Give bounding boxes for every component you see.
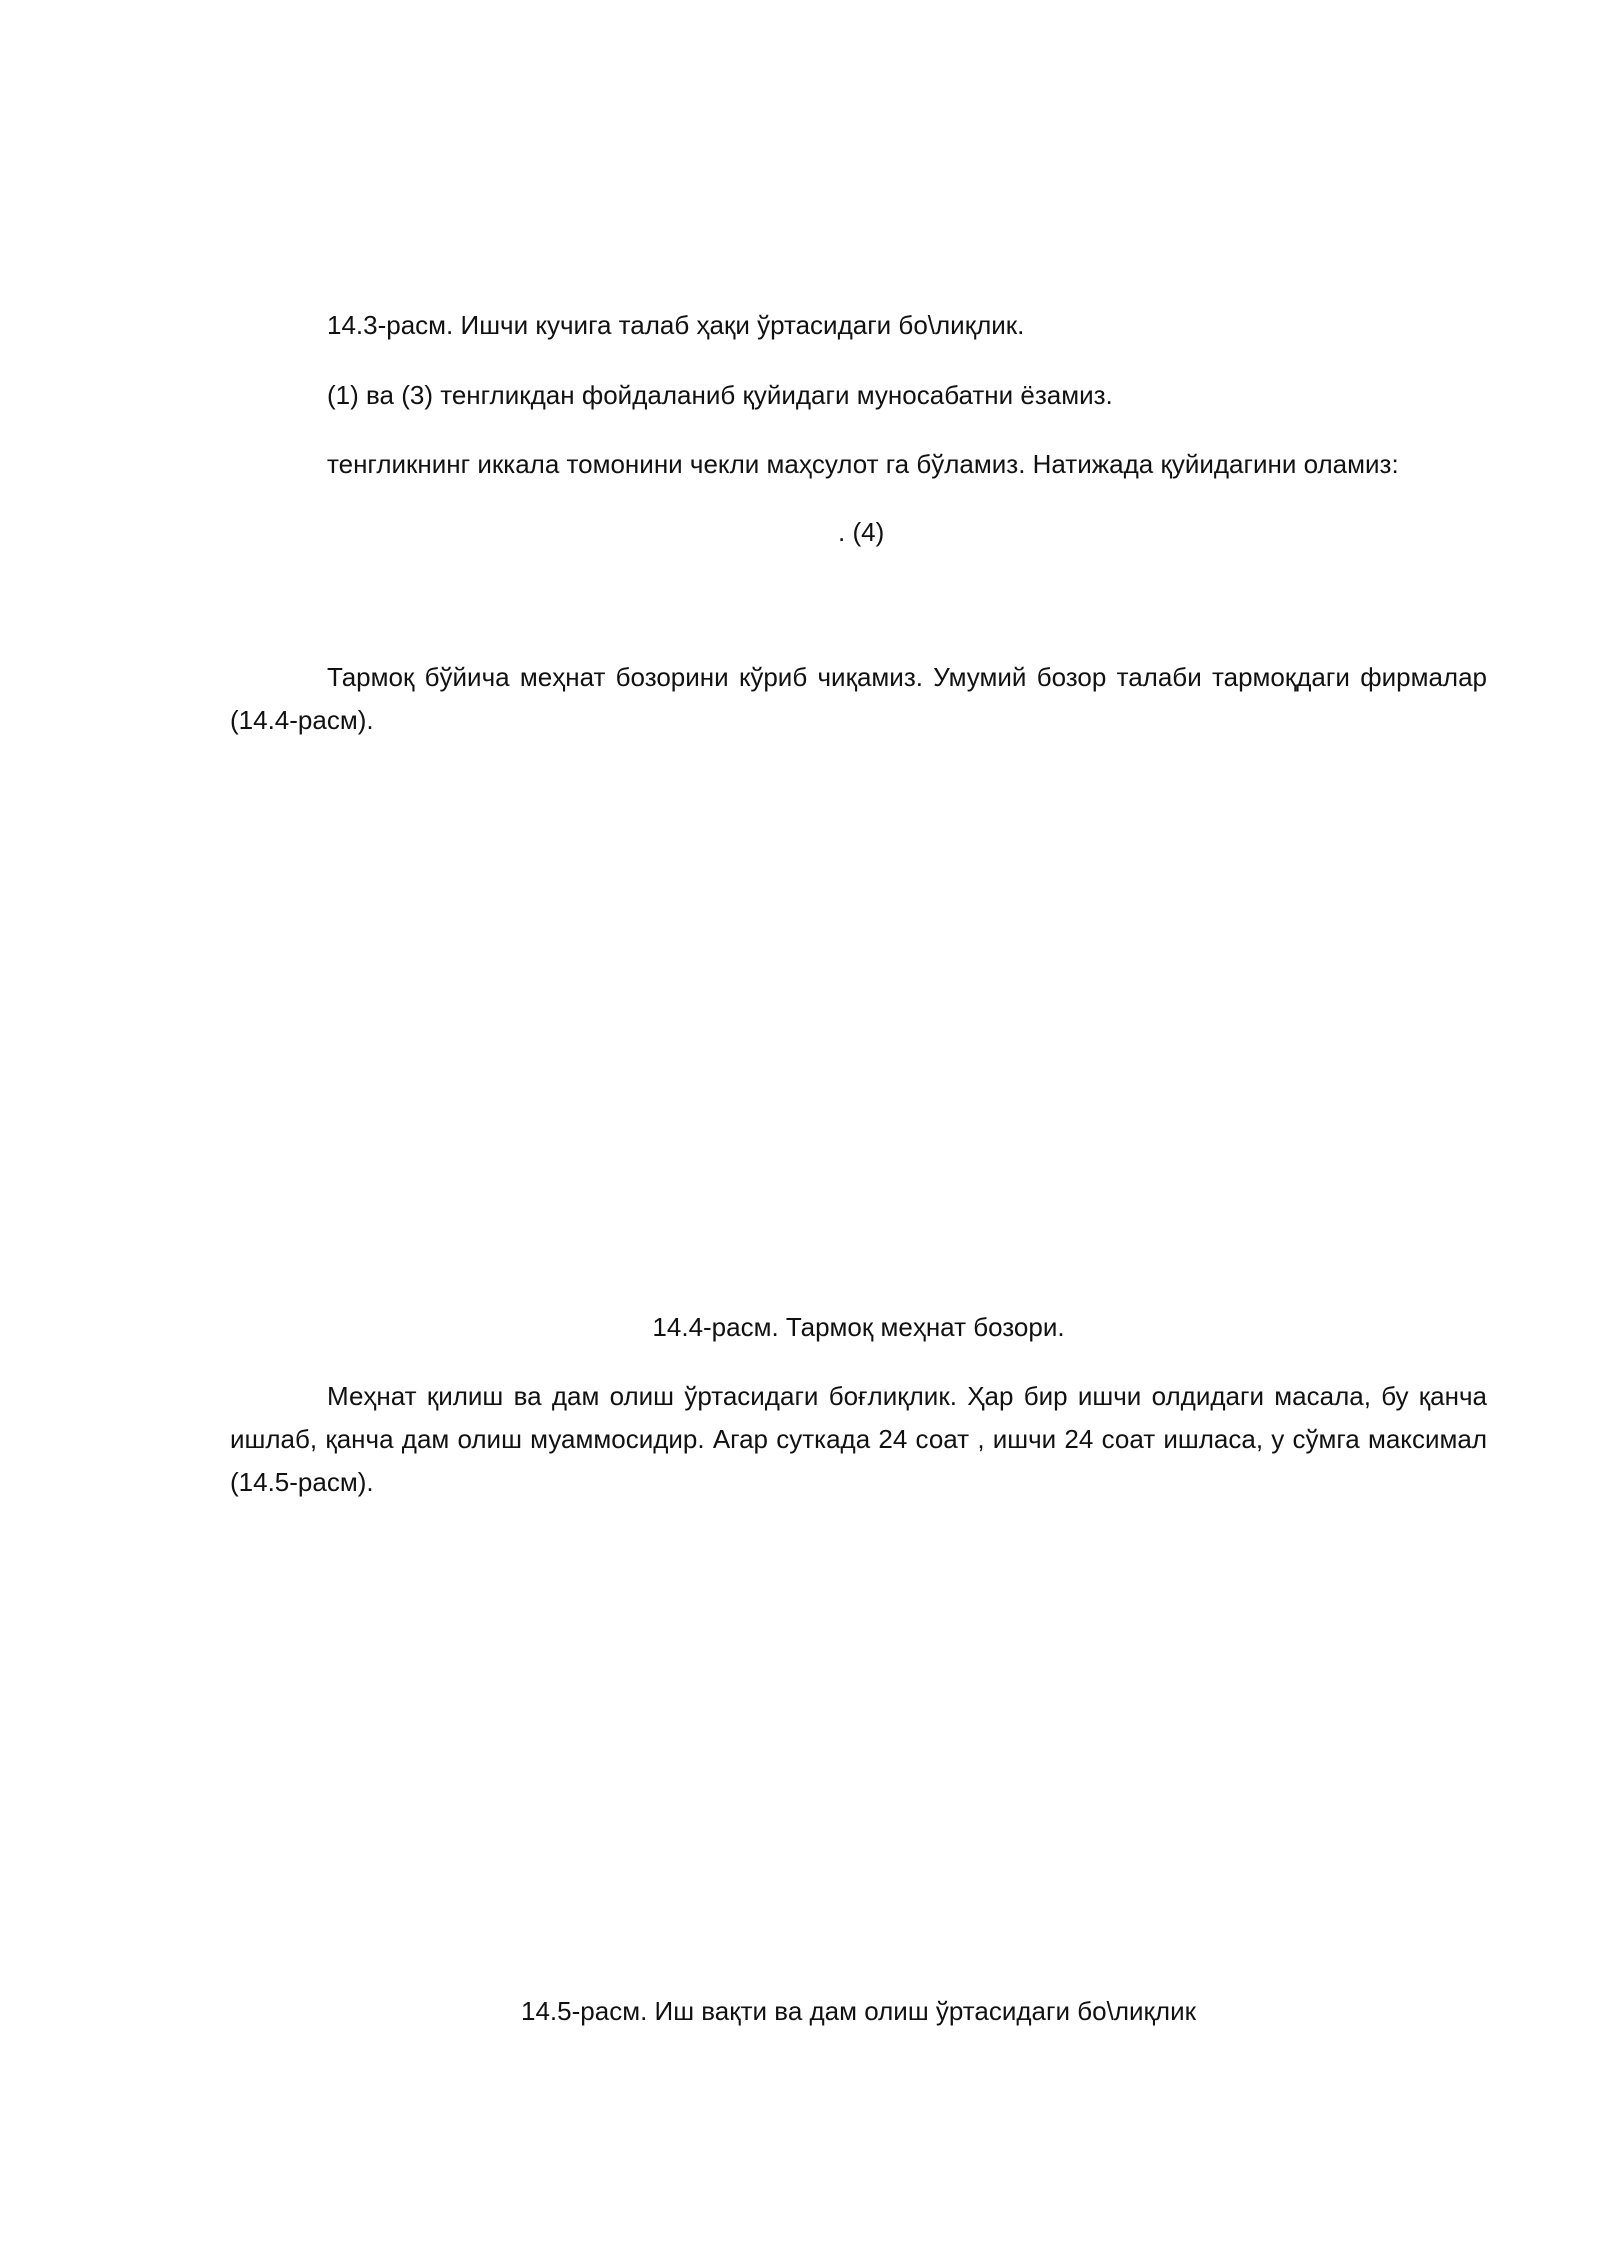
paragraph-labor-market: Тармоқ бўйича меҳнат бозорини кўриб чиқамиз. Умумий бозор талаби тармоқдаги фирмалар (14.4-расм). <box>230 662 1487 735</box>
equation-number-4: . (4) <box>838 517 885 547</box>
text-line-equations: (1) ва (3) тенгликдан фойдаланиб қуйидаги муносабатни ёзамиз. <box>327 380 1113 410</box>
figure-caption-14-4: 14.4-расм. Тармоқ меҳнат бозори. <box>652 1312 1065 1342</box>
figure-caption-14-3: 14.3-расм. Ишчи кучига талаб ҳақи ўртасидаги бо\лиқлик. <box>327 310 1025 340</box>
text-line-divide: тенгликнинг иккала томонини чекли маҳсулот га бўламиз. Натижада қуйидагини оламиз: <box>327 449 1399 479</box>
paragraph-work-rest: Меҳнат қилиш ва дам олиш ўртасидаги боғлиқлик. Ҳар бир ишчи олдидаги масала, бу қанча ишлаб, қанча дам олиш муаммосидир. Агар суткада 24 соат , ишчи 24 соат ишласа, у сўмга максимал (14.5-расм). <box>230 1381 1487 1497</box>
figure-caption-14-5: 14.5-расм. Иш вақти ва дам олиш ўртасидаги бо\лиқлик <box>521 1996 1196 2026</box>
